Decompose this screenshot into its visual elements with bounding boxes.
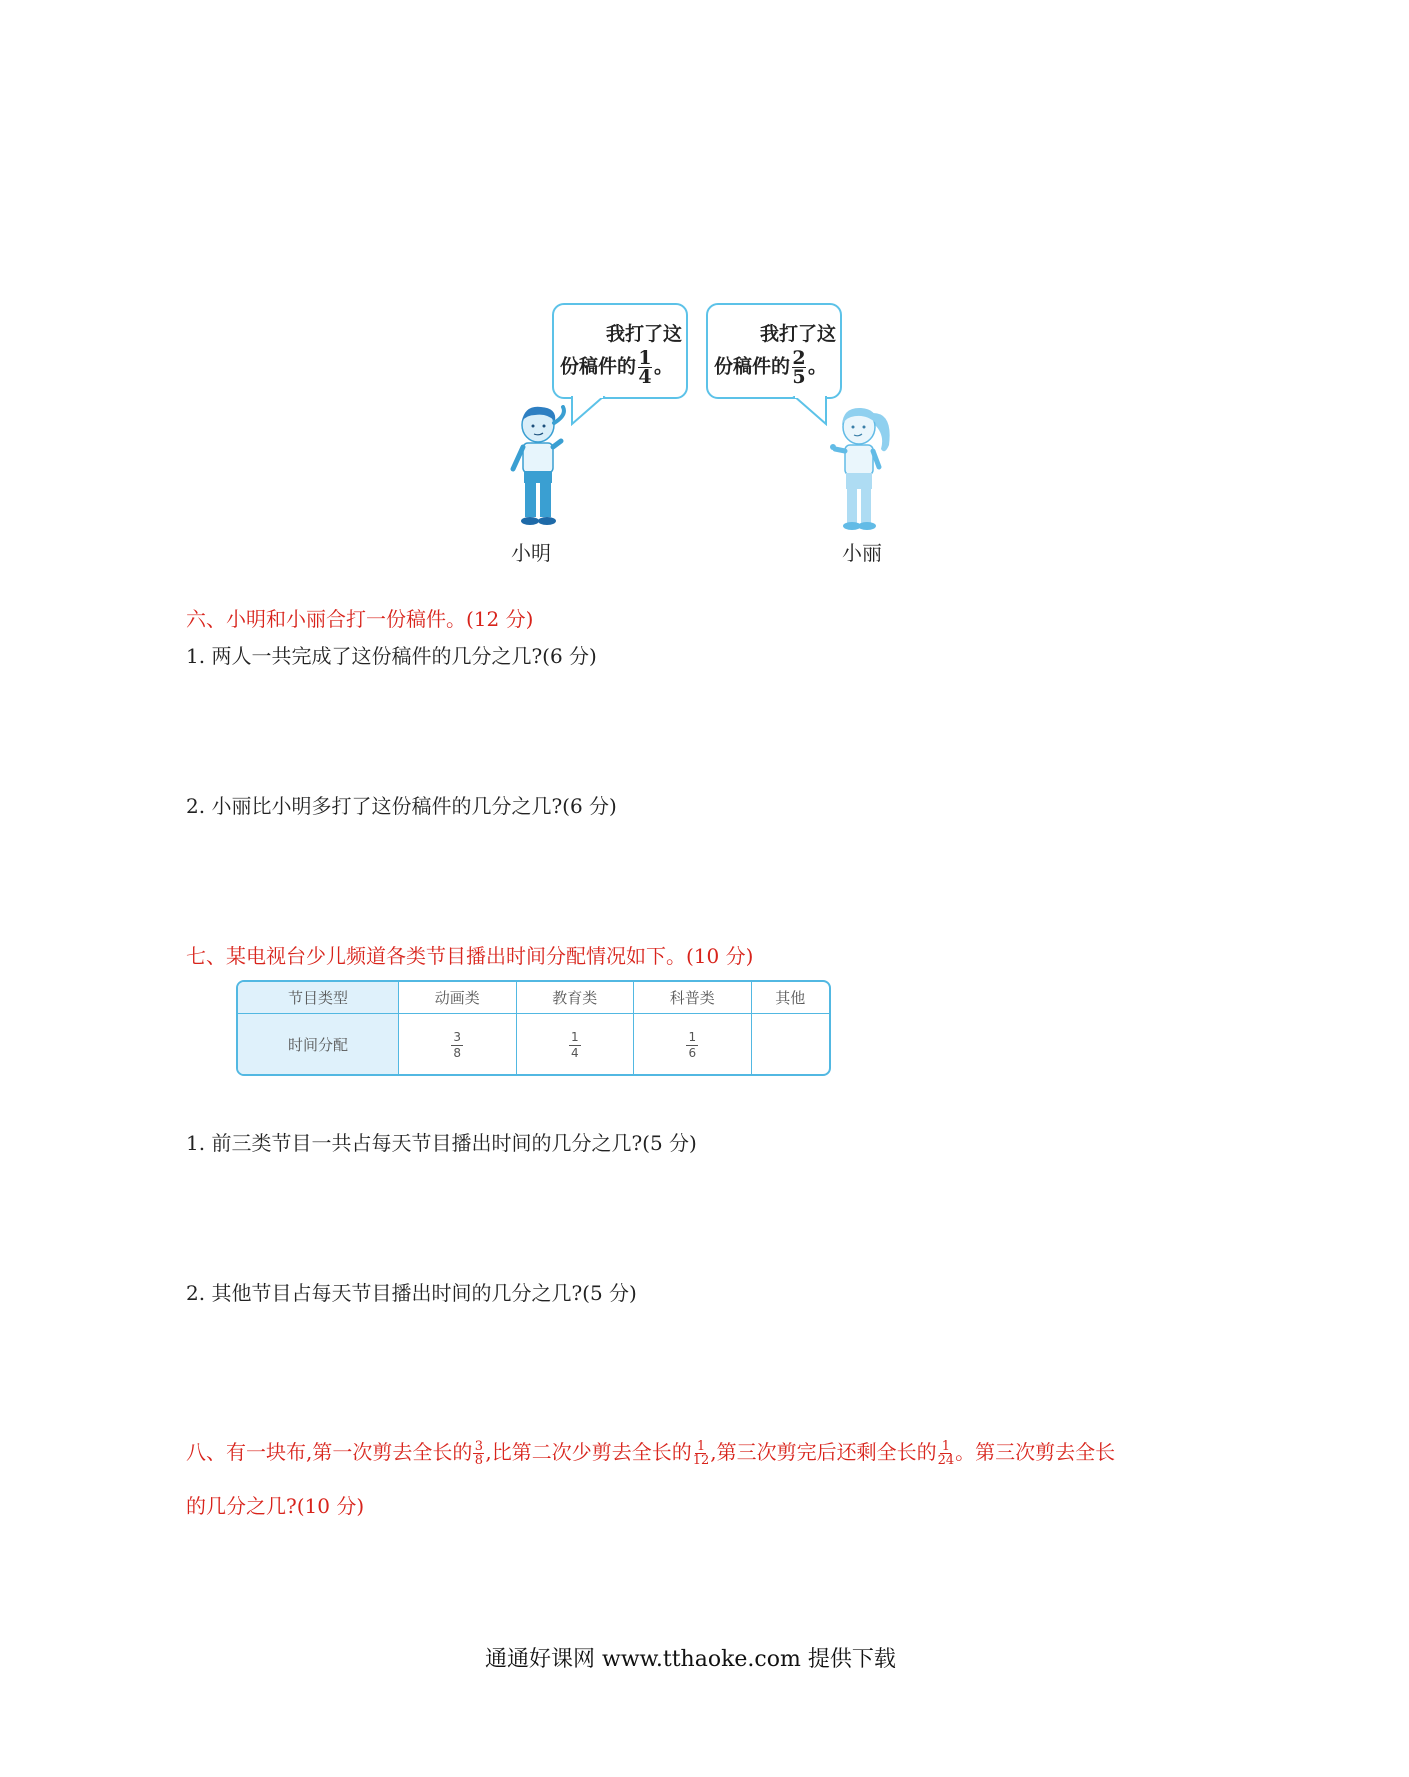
left-speech-bubble <box>552 303 688 399</box>
fraction: $\frac{2}{5}$ <box>792 347 806 388</box>
bubble-text-line1: 我打了这 <box>759 323 836 345</box>
question-6-title: 六、小明和小丽合打一份稿件。(12 分) <box>186 607 534 631</box>
girl-name-label: 小丽 <box>842 541 882 565</box>
fraction: $\frac{1}{12}$ <box>692 1439 710 1468</box>
question-8-line-2: 的几分之几?(10 分) <box>186 1494 365 1518</box>
fraction: $\frac{3}{8}$ <box>451 1030 463 1061</box>
table-header-cell: 动画类 <box>399 982 517 1014</box>
table-header-cell: 科普类 <box>634 982 752 1014</box>
boy-figure <box>505 405 575 530</box>
question-7-title: 七、某电视台少儿频道各类节目播出时间分配情况如下。(10 分) <box>186 944 754 968</box>
boy-name-label: 小明 <box>511 541 551 565</box>
table-cell <box>399 1014 517 1075</box>
program-time-table <box>236 980 831 1076</box>
table-header-cell: 其他 <box>751 982 829 1014</box>
question-6-item-1: 1. 两人一共完成了这份稿件的几分之几?(6 分) <box>186 644 597 668</box>
question-6-item-2: 2. 小丽比小明多打了这份稿件的几分之几?(6 分) <box>186 794 617 818</box>
table-cell <box>634 1014 752 1075</box>
fraction: $\frac{3}{8}$ <box>474 1439 483 1468</box>
fraction: $\frac{1}{6}$ <box>686 1030 698 1061</box>
table-header-cell: 节目类型 <box>238 982 399 1014</box>
table-cell <box>516 1014 634 1075</box>
table-row <box>238 1014 829 1075</box>
footer-source-text: 通通好课网 www.tthaoke.com 提供下载 <box>485 1647 896 1672</box>
table-cell-empty <box>751 1014 829 1075</box>
girl-figure <box>827 405 897 535</box>
fraction: $\frac{1}{4}$ <box>569 1030 581 1061</box>
table-header-cell: 教育类 <box>516 982 634 1014</box>
bubble-text-line1: 我打了这 <box>605 323 682 345</box>
question-7-item-1: 1. 前三类节目一共占每天节目播出时间的几分之几?(5 分) <box>186 1131 697 1155</box>
left-bubble-tail <box>570 396 610 426</box>
bubble-text-line2: 份稿件的 $\frac{2}{5}$ 。 <box>714 347 828 388</box>
right-speech-bubble <box>706 303 842 399</box>
question-7-item-2: 2. 其他节目占每天节目播出时间的几分之几?(5 分) <box>186 1281 637 1305</box>
right-bubble-tail <box>790 396 830 426</box>
table-header-row <box>238 982 829 1014</box>
fraction: $\frac{1}{24}$ <box>937 1439 955 1468</box>
table-row-label: 时间分配 <box>238 1014 399 1075</box>
fraction: $\frac{1}{4}$ <box>638 347 652 388</box>
bubble-text-line2: 份稿件的 $\frac{1}{4}$ 。 <box>560 347 674 388</box>
question-8-line-1: 八、有一块布,第一次剪去全长的 $\frac{3}{8}$ ,比第二次少剪去全长的 $\frac{1}{12}$ ,第三次剪完后还剩全长的 $\frac{1}{24}$ 。第三次剪去全长 <box>186 1439 1116 1468</box>
